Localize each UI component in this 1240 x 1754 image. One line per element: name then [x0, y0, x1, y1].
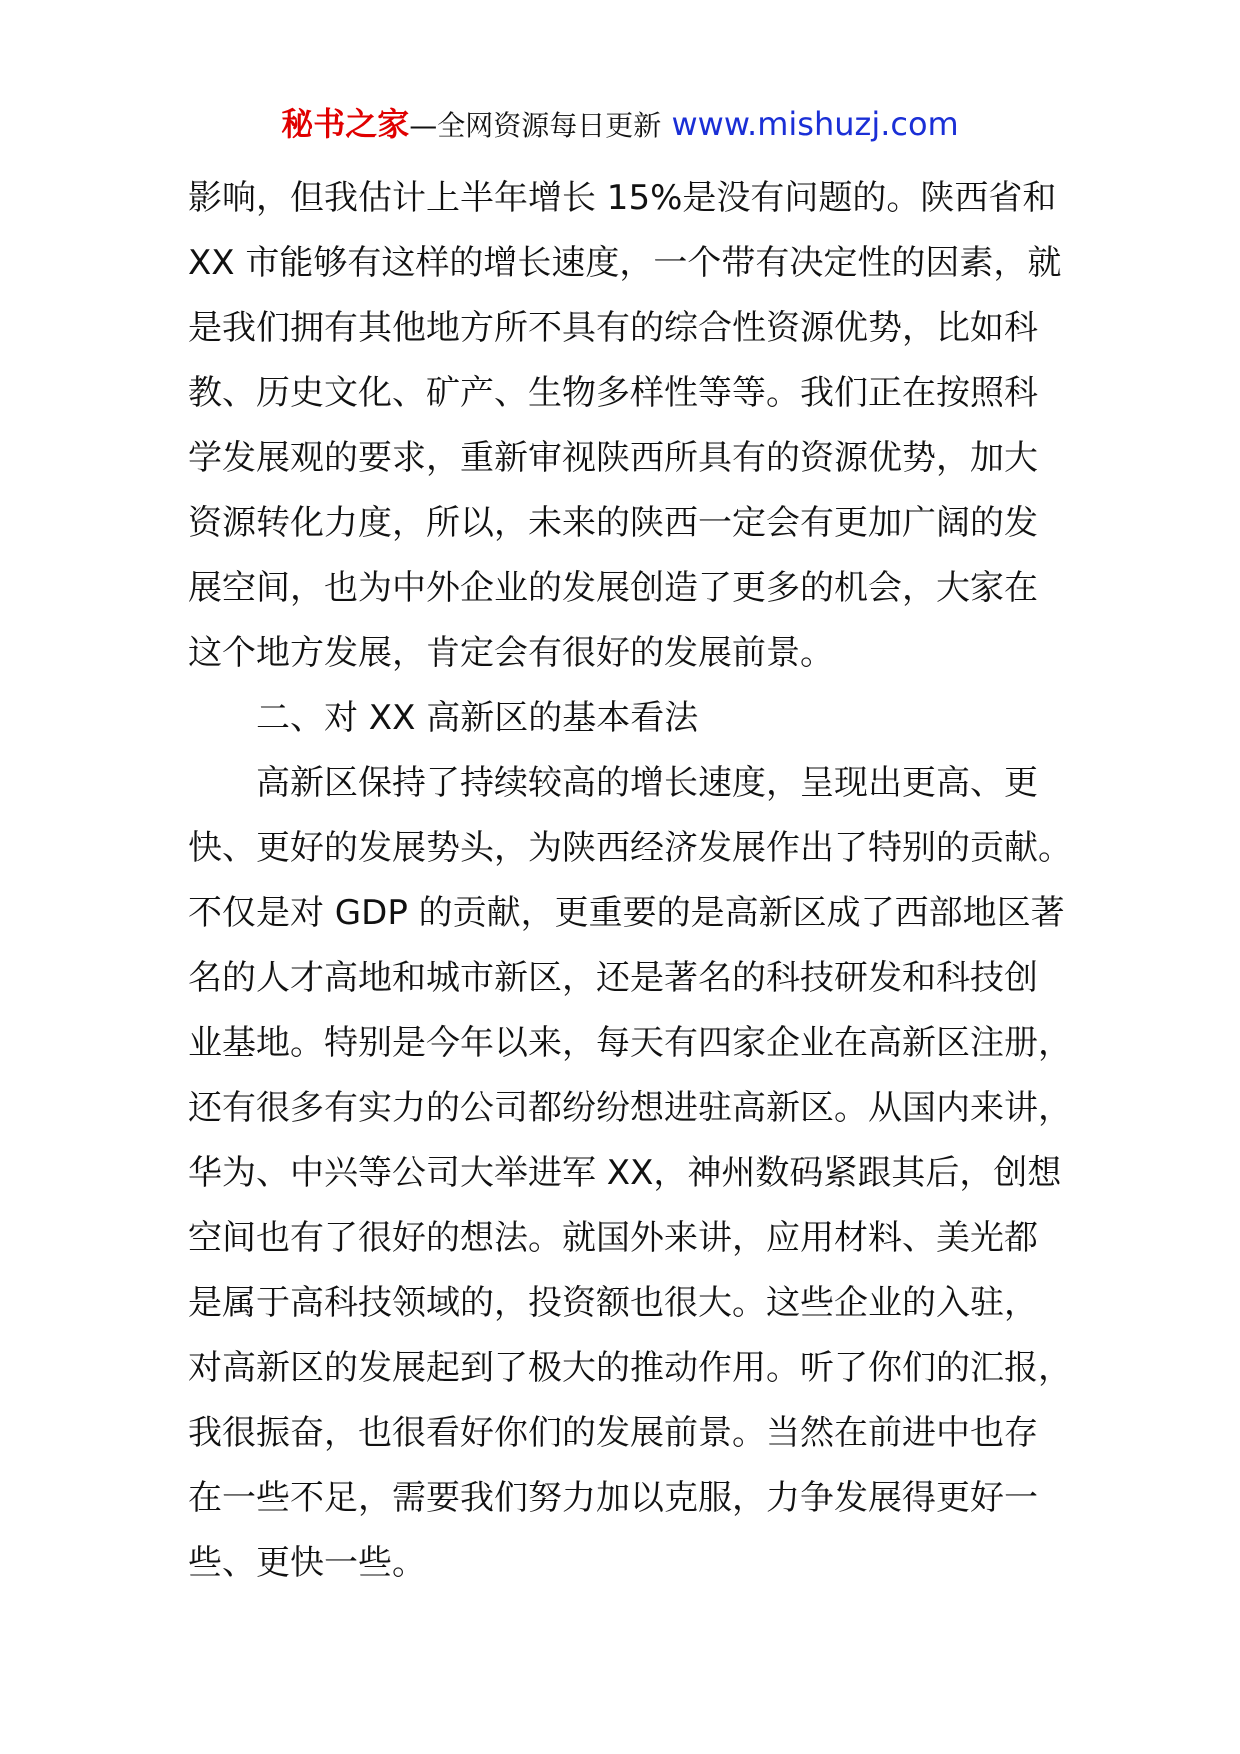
heading-line: 二、对 XX 高新区的基本看法	[256, 698, 699, 738]
text-line: 还有很多有实力的公司都纷纷想进驻高新区。从国内来讲，	[188, 1088, 1072, 1128]
text-line: 快、更好的发展势头，为陕西经济发展作出了特别的贡献。	[188, 828, 1072, 868]
text-line: 不仅是对 GDP 的贡献，更重要的是高新区成了西部地区著	[188, 893, 1065, 933]
text-line: XX 市能够有这样的增长速度，一个带有决定性的因素，就	[188, 243, 1062, 283]
text-line: 在一些不足，需要我们努力加以克服，力争发展得更好一	[188, 1478, 1038, 1518]
text-line: 是属于高科技领域的，投资额也很大。这些企业的入驻，	[188, 1283, 1038, 1323]
text-line: 空间也有了很好的想法。就国外来讲，应用材料、美光都	[188, 1218, 1038, 1258]
section-heading	[188, 686, 1058, 751]
paragraph-1	[188, 166, 1062, 686]
text-line: 高新区保持了持续较高的增长速度，呈现出更高、更	[256, 763, 1038, 803]
text-line: 华为、中兴等公司大举进军 XX，神州数码紧跟其后，创想	[188, 1153, 1062, 1193]
text-line: 我很振奋，也很看好你们的发展前景。当然在前进中也存	[188, 1413, 1038, 1453]
text-line: 展空间，也为中外企业的发展创造了更多的机会，大家在	[188, 568, 1038, 608]
header-brand: 秘书之家	[281, 105, 410, 143]
document-body	[188, 166, 1072, 1596]
page-header	[0, 102, 1240, 148]
text-line: 些、更快一些。	[188, 1543, 426, 1583]
text-line: 学发展观的要求，重新审视陕西所具有的资源优势，加大	[188, 438, 1038, 478]
header-url-link[interactable]: www.mishuzj.com	[671, 105, 959, 143]
paragraph-2	[188, 751, 1072, 1596]
text-line: 是我们拥有其他地方所不具有的综合性资源优势，比如科	[188, 308, 1038, 348]
text-line: 这个地方发展，肯定会有很好的发展前景。	[188, 633, 834, 673]
text-line: 资源转化力度，所以，未来的陕西一定会有更加广阔的发	[188, 503, 1038, 543]
text-line: 影响，但我估计上半年增长 15%是没有问题的。陕西省和	[188, 178, 1057, 218]
text-line: 对高新区的发展起到了极大的推动作用。听了你们的汇报，	[188, 1348, 1072, 1388]
text-line: 业基地。特别是今年以来，每天有四家企业在高新区注册，	[188, 1023, 1072, 1063]
text-line: 教、历史文化、矿产、生物多样性等等。我们正在按照科	[188, 373, 1038, 413]
text-line: 名的人才高地和城市新区，还是著名的科技研发和科技创	[188, 958, 1038, 998]
header-slogan: —全网资源每日更新	[409, 109, 662, 142]
